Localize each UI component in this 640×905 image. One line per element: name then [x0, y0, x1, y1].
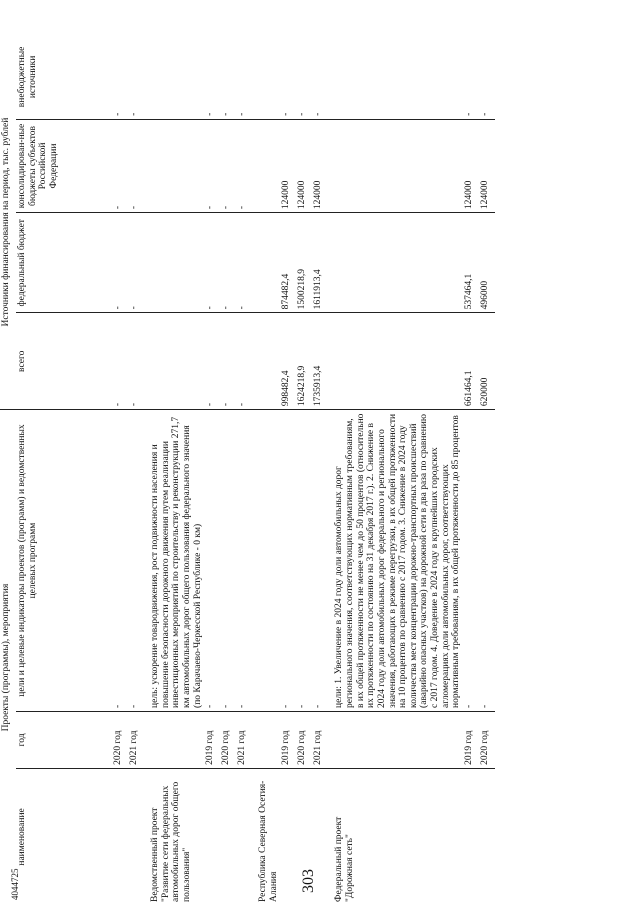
header-group-row — [0, 35, 16, 905]
row-total — [144, 313, 204, 410]
projects-group-header: Проекты (программы), мероприятия — [0, 410, 16, 905]
row-name — [204, 768, 220, 905]
table-row — [312, 35, 328, 905]
row-federal: - — [236, 213, 252, 313]
row-total: - — [236, 313, 252, 410]
row-year — [252, 711, 280, 768]
row-federal — [144, 213, 204, 313]
table-row — [252, 35, 280, 905]
row-year: 2021 год — [312, 711, 328, 768]
row-year: 2019 год — [463, 711, 479, 768]
row-goals: - — [463, 410, 479, 712]
row-name — [312, 768, 328, 905]
row-federal: - — [220, 213, 236, 313]
row-consolidated: 124000 — [479, 119, 495, 212]
document-code: 4044725 — [10, 868, 20, 900]
row-year: 2019 год — [280, 711, 296, 768]
row-name — [112, 768, 128, 905]
row-consolidated: - — [128, 119, 144, 212]
row-goals: - — [236, 410, 252, 712]
table-row — [128, 35, 144, 905]
row-consolidated: - — [112, 119, 128, 212]
table-row — [479, 35, 495, 905]
row-year: 2021 год — [236, 711, 252, 768]
row-goals: - — [112, 410, 128, 712]
row-extrabudget: - — [479, 112, 490, 116]
row-federal: 496000 — [479, 213, 495, 313]
row-goals: цель: ускорение товародвижения, рост подвижности населения и повышение безопасности дорожного движения путем реализации инвестиционных мероприятий по строительству и реконструкции 271,7 км автомобильных дорог общего пользования федерального значения (по Карачаево-Черкесской Республике - 0 км) — [144, 410, 204, 712]
row-extrabudget: - — [281, 112, 292, 116]
row-total: 620000 — [479, 313, 495, 410]
row-consolidated: 124000 — [296, 119, 312, 212]
row-year: 2020 год — [220, 711, 236, 768]
row-name — [128, 768, 144, 905]
row-year — [144, 711, 204, 768]
row-extrabudget: - — [113, 112, 123, 116]
table-row — [280, 35, 296, 905]
row-consolidated: - — [236, 119, 252, 212]
row-goals: - — [296, 410, 312, 712]
row-total: - — [128, 313, 144, 410]
row-year — [328, 711, 463, 768]
row-total — [252, 313, 280, 410]
row-year: 2019 год — [204, 711, 220, 768]
row-extrabudget: - — [313, 112, 324, 116]
row-consolidated — [328, 119, 463, 212]
page-number: 303 — [300, 869, 317, 893]
row-federal: - — [128, 213, 144, 313]
row-year: 2021 год — [128, 711, 144, 768]
table-row — [204, 35, 220, 905]
row-extrabudget: - — [221, 112, 232, 116]
row-federal — [252, 213, 280, 313]
row-goals: - — [479, 410, 495, 712]
row-goals: цели: 1. Увеличение в 2024 году доли автомобильных дорог регионального значения, соответствующих нормативным требованиям, в их общей протяженности не менее чем до 50 процентов (относительно их протяженности по состоянию на 31 декабря 2017 г.). 2. Снижение в 2024 году доли автомобильных дорог федерального и регионального значения, работающих в режиме перегрузки, в их общей протяженности на 10 процентов по сравнению с 2017 годом. 3. Снижение в 2024 году количества мест концентрации дорожно-транспортных происшествий (аварийно опасных участков) на дорожной сети в два раза по сравнению с 2017 годом. 4. Доведение в 2024 году в крупнейших городских агломерациях доли автомобильных дорог, соответствующих нормативным требованиям, в их общей протяженности до 85 процентов — [328, 410, 463, 712]
row-total — [328, 313, 463, 410]
row-federal: 537464,1 — [463, 213, 479, 313]
row-goals: - — [280, 410, 296, 712]
row-consolidated: - — [204, 119, 220, 212]
row-consolidated — [252, 119, 280, 212]
row-year: 2020 год — [296, 711, 312, 768]
row-total: 1735913,4 — [312, 313, 328, 410]
goals-column-header: цели и целевые индикаторы проектов (программ) и ведомственных целевых программ — [16, 410, 112, 712]
name-column-header: наименование — [16, 768, 112, 905]
row-name: Республика Северная Осетия-Алания — [252, 768, 280, 905]
row-consolidated: 124000 — [463, 119, 479, 212]
row-federal: 874482,4 — [280, 213, 296, 313]
table-row — [112, 35, 128, 905]
row-name — [463, 768, 479, 905]
row-consolidated: 124000 — [312, 119, 328, 212]
row-name — [296, 768, 312, 905]
row-total: 1624218,9 — [296, 313, 312, 410]
row-federal: 1611913,4 — [312, 213, 328, 313]
rotated-page — [0, 35, 630, 905]
row-extrabudget: - — [129, 112, 139, 116]
row-extrabudget — [144, 35, 204, 119]
row-extrabudget — [328, 35, 463, 119]
total-column-header: всего — [16, 313, 112, 410]
row-goals: - — [204, 410, 220, 712]
row-consolidated: - — [220, 119, 236, 212]
row-total: - — [220, 313, 236, 410]
row-year: 2020 год — [479, 711, 495, 768]
table-row — [220, 35, 236, 905]
row-name — [280, 768, 296, 905]
row-goals: - — [128, 410, 144, 712]
year-column-header: год — [16, 711, 112, 768]
row-federal: 1500218,9 — [296, 213, 312, 313]
header-columns-row — [16, 35, 112, 905]
row-total: - — [112, 313, 128, 410]
row-total: - — [204, 313, 220, 410]
table-row — [463, 35, 479, 905]
federal-column-header: федеральный бюджет — [16, 213, 112, 313]
row-total: 998482,4 — [280, 313, 296, 410]
row-name — [236, 768, 252, 905]
extrabudget-column-header: внебюджетные источники — [17, 46, 38, 108]
row-name: Ведомственный проект "Развитие сети федеральных автомобильных дорог общего пользования" — [144, 768, 204, 905]
table-row — [296, 35, 312, 905]
row-extrabudget: - — [237, 112, 248, 116]
row-goals: - — [312, 410, 328, 712]
row-federal: - — [204, 213, 220, 313]
row-federal: - — [112, 213, 128, 313]
row-goals: - — [220, 410, 236, 712]
consolidated-column-header: консолидирован-ные бюджеты субъектов Российской Федерации — [16, 119, 112, 212]
funding-group-header: Источники финансирования на период, тыс. рублей — [1, 117, 11, 327]
row-consolidated: 124000 — [280, 119, 296, 212]
row-federal — [328, 213, 463, 313]
table-row — [328, 35, 463, 905]
funding-table — [0, 35, 495, 905]
row-extrabudget — [252, 35, 280, 119]
row-extrabudget: - — [205, 112, 216, 116]
table-row — [144, 35, 204, 905]
row-name — [479, 768, 495, 905]
row-total: 661464,1 — [463, 313, 479, 410]
row-name: Федеральный проект "Дорожная сеть" — [328, 768, 463, 905]
table-row — [236, 35, 252, 905]
row-name — [220, 768, 236, 905]
row-extrabudget: - — [297, 112, 308, 116]
row-goals — [252, 410, 280, 712]
row-year: 2020 год — [112, 711, 128, 768]
row-consolidated — [144, 119, 204, 212]
row-extrabudget: - — [463, 112, 474, 116]
